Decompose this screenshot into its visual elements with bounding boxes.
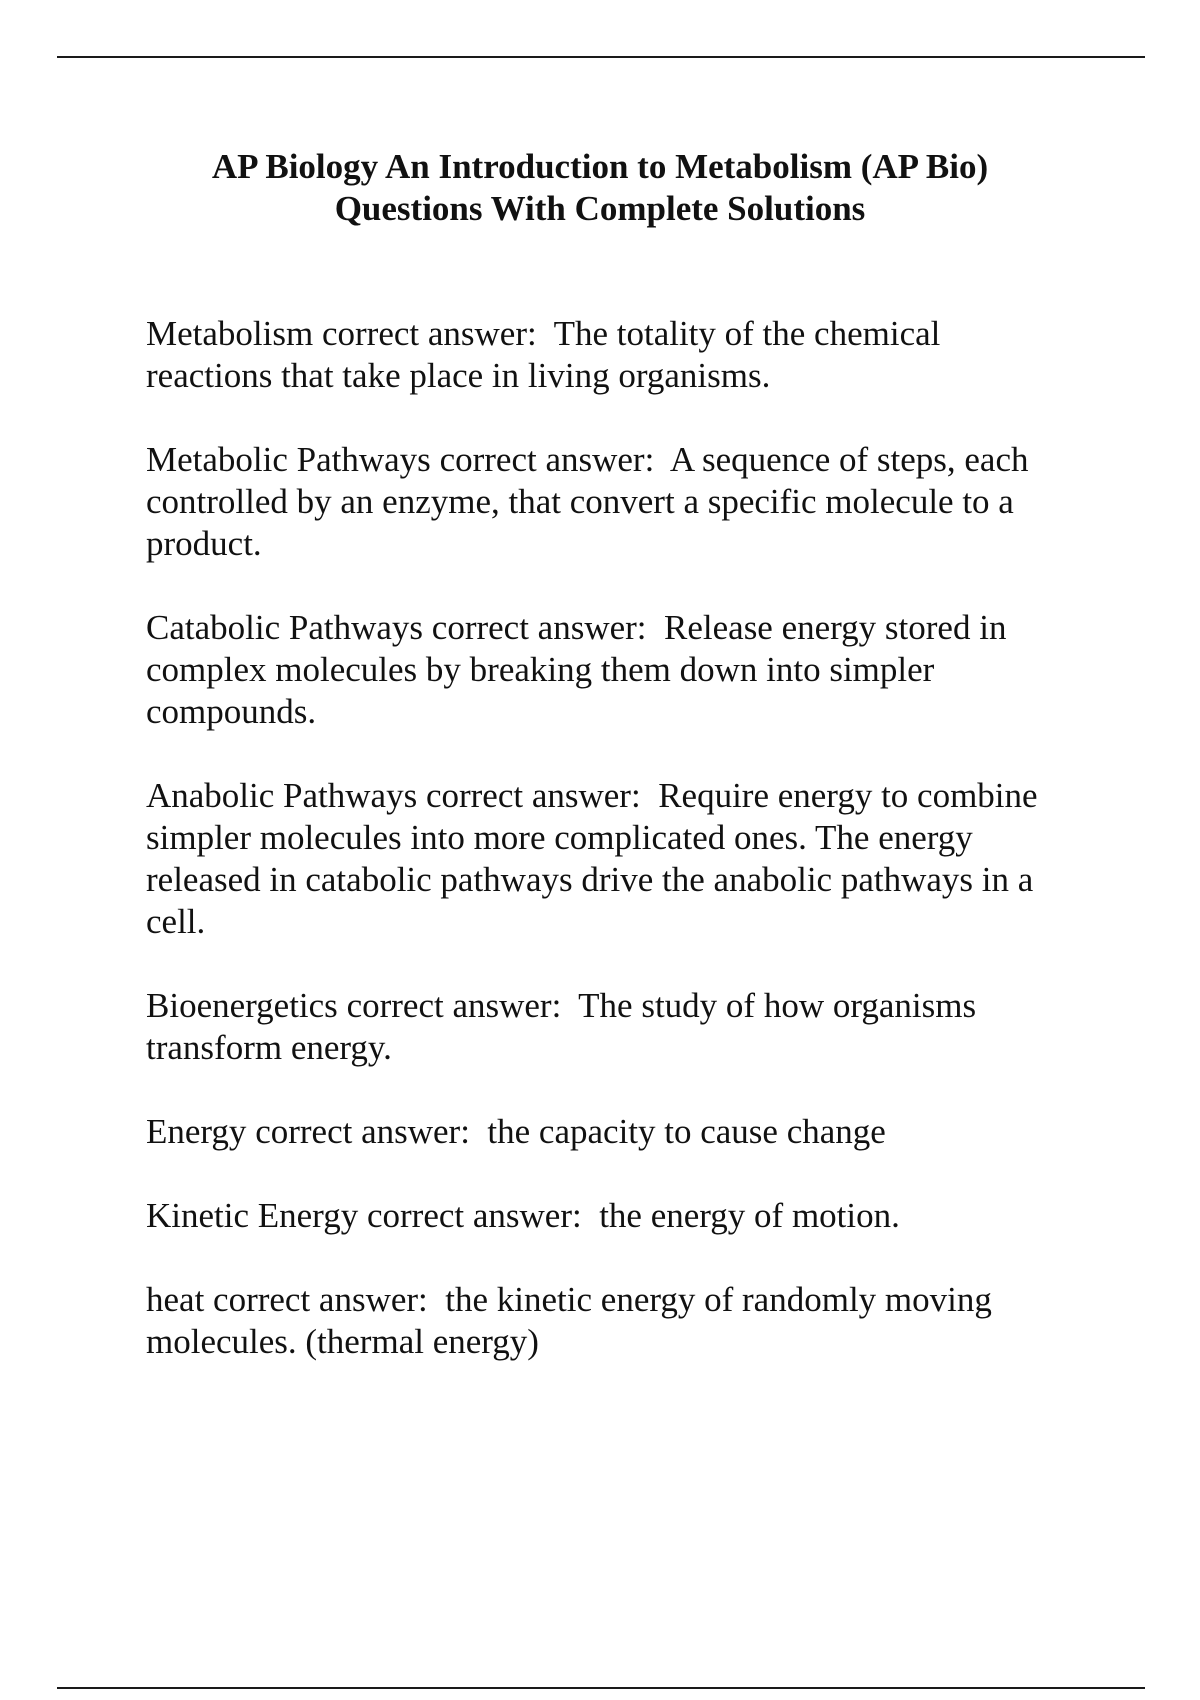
qa-answer: Release energy stored in complex molecules by breaking them down into simpler compounds. — [146, 608, 1007, 731]
document-title — [100, 146, 1100, 230]
title-line-1: AP Biology An Introduction to Metabolism (AP Bio) — [211, 147, 989, 186]
title-line-2: Questions With Complete Solutions — [334, 189, 866, 228]
footer-rule — [57, 1687, 1145, 1689]
qa-item — [146, 1111, 1106, 1153]
qa-answer: Require energy to combine simpler molecules into more complicated ones. The energy released in catabolic pathways drive the anabolic pathways in a cell. — [146, 776, 1038, 941]
qa-answer-label: correct answer: — [431, 608, 647, 647]
qa-term: Catabolic Pathways — [146, 608, 424, 647]
qa-term: Energy — [146, 1112, 247, 1151]
qa-term: Kinetic Energy — [146, 1196, 359, 1235]
qa-item — [146, 985, 1106, 1069]
qa-answer-label: correct answer: — [255, 1112, 470, 1151]
qa-item — [146, 775, 1106, 943]
qa-answer-label: correct answer: — [366, 1196, 582, 1235]
qa-answer-label: correct answer: — [213, 1280, 428, 1319]
qa-answer: the kinetic energy of randomly moving molecules. (thermal energy) — [146, 1280, 992, 1361]
qa-term: Metabolism — [146, 314, 314, 353]
qa-answer: A sequence of steps, each controlled by an enzyme, that convert a specific molecule to a product. — [146, 440, 1029, 563]
qa-answer: the energy of motion. — [599, 1196, 900, 1235]
qa-item — [146, 1195, 1106, 1237]
qa-answer-label: correct answer: — [439, 440, 655, 479]
qa-answer-label: correct answer: — [346, 986, 562, 1025]
qa-item — [146, 607, 1106, 733]
qa-answer: The totality of the chemical reactions that take place in living organisms. — [146, 314, 941, 395]
qa-term: Anabolic Pathways — [146, 776, 418, 815]
qa-answer-label: correct answer: — [321, 314, 537, 353]
qa-item — [146, 313, 1106, 397]
qa-term: Bioenergetics — [146, 986, 338, 1025]
qa-item — [146, 1279, 1106, 1363]
qa-answer-label: correct answer: — [425, 776, 641, 815]
header-rule — [57, 56, 1145, 58]
qa-item — [146, 439, 1106, 565]
qa-answer: the capacity to cause change — [487, 1112, 886, 1151]
qa-answer: The study of how organisms transform energy. — [146, 986, 977, 1067]
qa-list — [146, 313, 1106, 1405]
qa-term: Metabolic Pathways — [146, 440, 431, 479]
qa-term: heat — [146, 1280, 205, 1319]
